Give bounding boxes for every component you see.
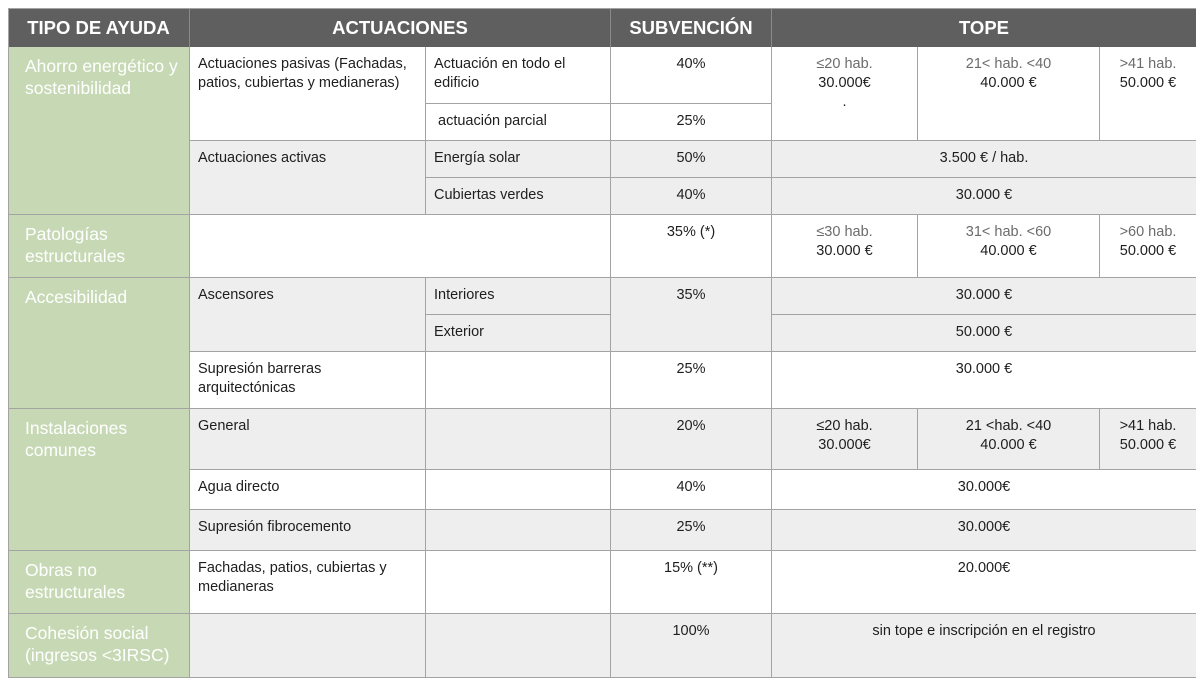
tope-interiores: 30.000 € [772,278,1196,315]
header-tipo: TIPO DE AYUDA [8,8,190,47]
tope-label: 21< hab. <40 [965,56,1052,72]
tope-value: 30.000€ [818,75,871,91]
tipo-ahorro: Ahorro energético y sostenibilidad [8,47,190,215]
actuacion-todo-edificio: Actuación en todo el edificio [426,47,611,104]
tope-patologias-3 [1100,215,1196,278]
actuacion-fibrocemento: Supresión fibrocemento [190,510,426,551]
actuacion-patologias-empty [190,215,611,278]
actuacion-cubiertas-verdes: Cubiertas verdes [426,178,611,215]
tope-value: 30.000€ [818,437,871,453]
actuacion-agua-empty [426,470,611,510]
subvencion-parcial: 25% [611,104,772,141]
tope-label: >60 hab. [1119,224,1177,240]
tipo-instalaciones: Instalaciones comunes [8,409,190,551]
subvencion-cubiertas-verdes: 40% [611,178,772,215]
tope-ahorro-2 [918,47,1100,141]
tope-value: 40.000 € [980,437,1037,453]
subvencion-energia-solar: 50% [611,141,772,178]
tope-value: 30.000 € [816,243,873,259]
header-actuaciones: ACTUACIONES [190,8,611,47]
tope-exterior: 50.000 € [772,315,1196,352]
actuacion-barreras: Supresión barreras arquitectónicas [190,352,426,409]
tope-value: 50.000 € [1119,437,1177,453]
subvencion-fibrocemento: 25% [611,510,772,551]
tope-agua: 30.000€ [772,470,1196,510]
tipo-accesibilidad: Accesibilidad [8,278,190,409]
tope-cubiertas-verdes: 30.000 € [772,178,1196,215]
tipo-cohesion: Cohesión social (ingresos <3IRSC) [8,614,190,678]
actuacion-general-empty [426,409,611,470]
tope-fibrocemento: 30.000€ [772,510,1196,551]
actuacion-fachadas: Fachadas, patios, cubiertas y medianeras [190,551,426,614]
tope-barreras: 30.000 € [772,352,1196,409]
subvencion-todo-edificio: 40% [611,47,772,104]
tipo-patologias: Patologías estructurales [8,215,190,278]
tope-ahorro-1 [772,47,918,141]
tope-label: ≤20 hab. [816,56,873,72]
actuacion-energia-solar: Energía solar [426,141,611,178]
header-subvencion: SUBVENCIÓN [611,8,772,47]
subvencion-obras: 15% (**) [611,551,772,614]
tope-general-1 [772,409,918,470]
actuacion-parcial: actuación parcial [426,104,611,141]
actuacion-interiores: Interiores [426,278,611,315]
actuacion-cohesion-empty-2 [426,614,611,678]
tope-value: 50.000 € [1119,243,1177,259]
tope-label: 21 <hab. <40 [965,418,1052,434]
tope-patologias-1 [772,215,918,278]
subvencion-general: 20% [611,409,772,470]
actuacion-barreras-empty [426,352,611,409]
tope-energia-solar: 3.500 € / hab. [772,141,1196,178]
actuacion-pasivas: Actuaciones pasivas (Fachadas, patios, cubiertas y medianeras) [190,47,426,141]
tope-label: ≤30 hab. [816,224,873,240]
tope-cohesion: sin tope e inscripción en el registro [772,614,1196,678]
tope-label: >41 hab. [1119,56,1177,72]
subvencion-patologias: 35% (*) [611,215,772,278]
actuacion-agua: Agua directo [190,470,426,510]
actuacion-activas: Actuaciones activas [190,141,426,215]
tope-label: >41 hab. [1119,418,1177,434]
header-tope: TOPE [772,8,1196,47]
tope-obras: 20.000€ [772,551,1196,614]
tope-general-2 [918,409,1100,470]
tope-general-3 [1100,409,1196,470]
tope-label: 31< hab. <60 [965,224,1052,240]
actuacion-exterior: Exterior [426,315,611,352]
tope-dot: . [842,94,847,110]
actuacion-general: General [190,409,426,470]
tope-patologias-2 [918,215,1100,278]
subvencion-cohesion: 100% [611,614,772,678]
subvencion-ascensores: 35% [611,278,772,352]
actuacion-fibrocemento-empty [426,510,611,551]
tope-value: 40.000 € [980,75,1037,91]
actuacion-cohesion-empty-1 [190,614,426,678]
actuacion-ascensores: Ascensores [190,278,426,352]
tope-label: ≤20 hab. [816,418,873,434]
tope-value: 40.000 € [980,243,1037,259]
tope-value: 50.000 € [1119,75,1177,91]
actuacion-fachadas-empty [426,551,611,614]
subvencion-agua: 40% [611,470,772,510]
tipo-obras: Obras no estructurales [8,551,190,614]
tope-ahorro-3 [1100,47,1196,141]
subvencion-barreras: 25% [611,352,772,409]
